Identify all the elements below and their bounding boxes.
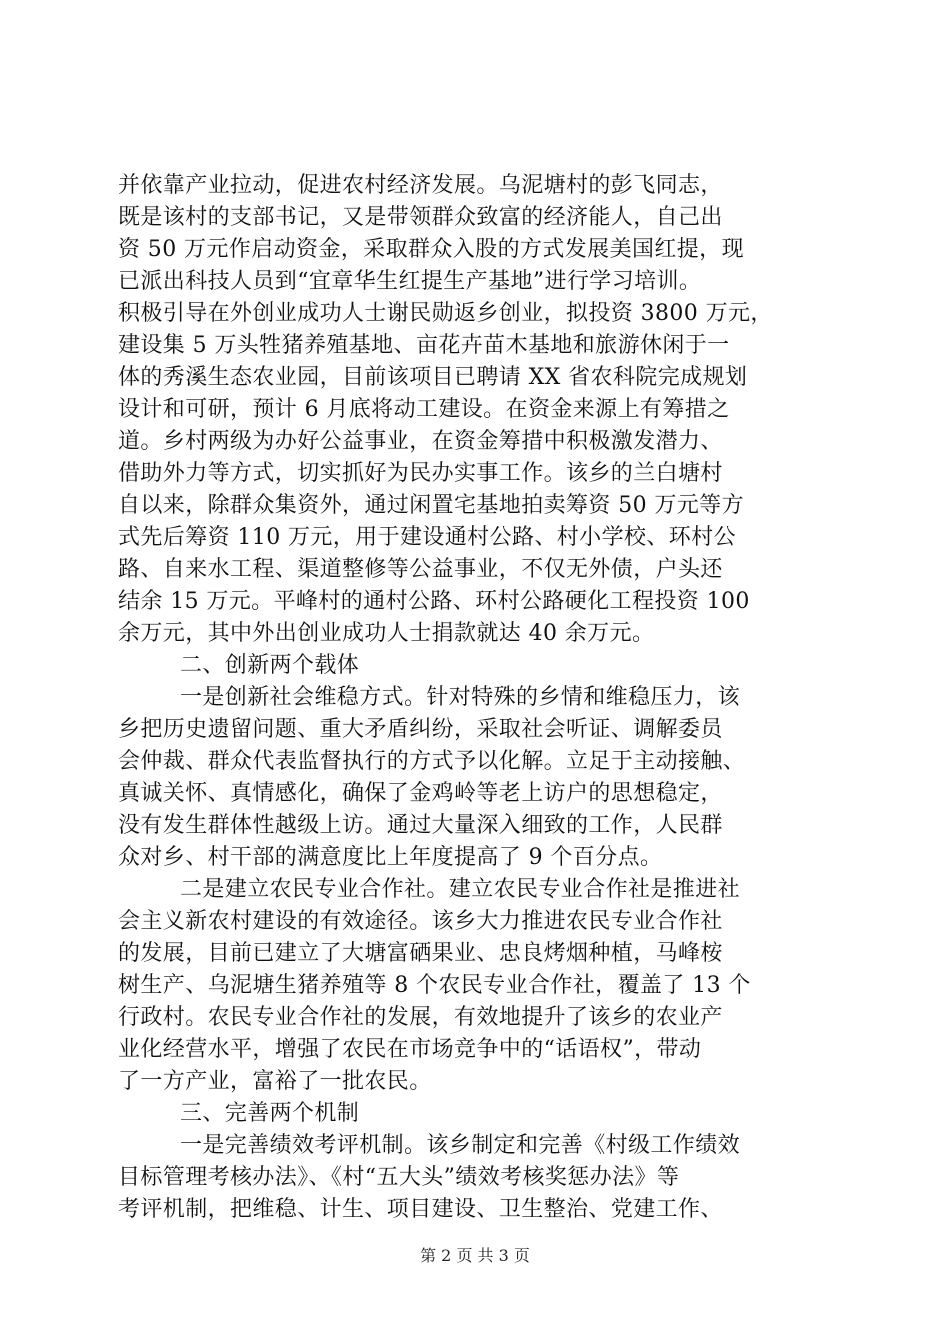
text-line: 道。乡村两级为办好公益事业，在资金筹措中积极激发潜力、 <box>118 429 723 454</box>
text-line: 借助外力等方式，切实抓好为民办实事工作。该乡的兰白塘村 <box>118 461 723 486</box>
text-line: 设计和可研，预计 6 月底将动工建设。在资金来源上有筹措之 <box>118 397 730 422</box>
text-line: 真诚关怀、真情感化，确保了金鸡岭等老上访户的思想稳定， <box>118 781 723 806</box>
text-line: 目标管理考核办法》、《村“五大头”绩效考核奖惩办法》等 <box>118 1165 680 1190</box>
text-line: 众对乡、村干部的满意度比上年度提高了 9 个百分点。 <box>118 845 663 870</box>
paragraph-first-line: 一是完善绩效考评机制。该乡制定和完善《村级工作绩效 <box>180 1133 741 1158</box>
text-line: 乡把历史遗留问题、重大矛盾纠纷，采取社会听证、调解委员 <box>118 717 723 742</box>
text-line: 已派出科技人员到“宜章华生红提生产基地”进行学习培训。 <box>118 269 702 294</box>
text-line: 结余 15 万元。平峰村的通村公路、环村公路硬化工程投资 100 <box>118 589 750 614</box>
text-line: 考评机制，把维稳、计生、项目建设、卫生整治、党建工作、 <box>118 1197 723 1222</box>
section-heading: 二、创新两个载体 <box>180 653 360 678</box>
text-line: 没有发生群体性越级上访。通过大量深入细致的工作，人民群 <box>118 813 723 838</box>
text-line: 了一方产业，富裕了一批农民。 <box>118 1069 432 1094</box>
paragraph-first-line: 二是建立农民专业合作社。建立农民专业合作社是推进社 <box>180 877 741 902</box>
text-line: 并依靠产业拉动，促进农村经济发展。乌泥塘村的彭飞同志， <box>118 173 723 198</box>
text-line: 积极引导在外创业成功人士谢民勋返乡创业，拟投资 3800 万元， <box>118 301 773 326</box>
page-footer <box>0 1244 950 1268</box>
text-line: 会主义新农村建设的有效途径。该乡大力推进农民专业合作社 <box>118 909 723 934</box>
text-line: 资 50 万元作启动资金，采取群众入股的方式发展美国红提，现 <box>118 237 744 262</box>
text-line: 行政村。农民专业合作社的发展，有效地提升了该乡的农业产 <box>118 1005 723 1030</box>
text-line: 会仲裁、群众代表监督执行的方式予以化解。立足于主动接触、 <box>118 749 746 774</box>
text-line: 体的秀溪生态农业园，目前该项目已聘请 XX 省农科院完成规划 <box>118 365 748 390</box>
text-line: 树生产、乌泥塘生猪养殖等 8 个农民专业合作社，覆盖了 13 个 <box>118 973 751 998</box>
document-body <box>118 170 838 1226</box>
text-line: 路、自来水工程、渠道整修等公益事业，不仅无外债，户头还 <box>118 557 723 582</box>
text-line: 自以来，除群众集资外，通过闲置宅基地拍卖筹资 50 万元等方 <box>118 493 744 518</box>
section-heading: 三、完善两个机制 <box>180 1101 360 1126</box>
text-line: 式先后筹资 110 万元，用于建设通村公路、村小学校、环村公 <box>118 525 736 550</box>
text-line: 业化经营水平，增强了农民在市场竞争中的“话语权”，带动 <box>118 1037 702 1062</box>
page-number-label: 第 2 页 共 3 页 <box>420 1246 530 1265</box>
text-line: 余万元，其中外出创业成功人士捐款就达 40 余万元。 <box>118 621 655 646</box>
text-line: 的发展，目前已建立了大塘富硒果业、忠良烤烟种植，马峰桉 <box>118 941 723 966</box>
text-line: 建设集 5 万头牲猪养殖基地、亩花卉苗木基地和旅游休闲于一 <box>118 333 730 358</box>
text-line: 既是该村的支部书记，又是带领群众致富的经济能人，自己出 <box>118 205 723 230</box>
paragraph-first-line: 一是创新社会维稳方式。针对特殊的乡情和维稳压力，该 <box>180 685 741 710</box>
